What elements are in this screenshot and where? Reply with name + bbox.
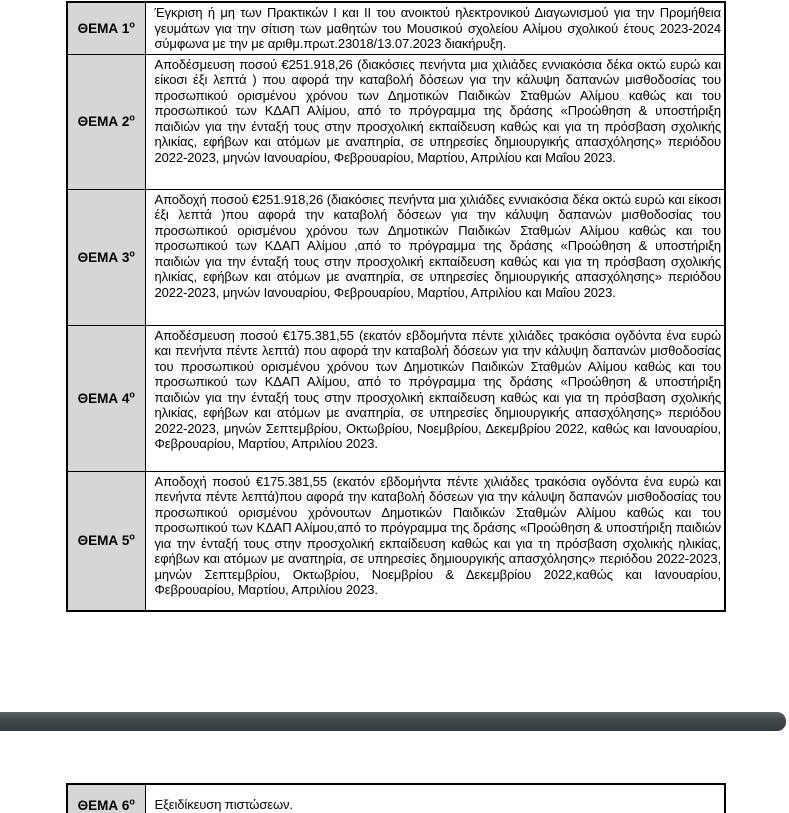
- topic-text-1: Έγκριση ή μη των Πρακτικών Ι και ΙΙ του ανοικτού ηλεκτρονικού Διαγωνισμού για την Προμήθεια γευμάτων για την σίτιση των μαθητών του Μουσικού σχολείου Αλίμου σχολικού έτους 2023-2024 σύμφωνα με την με αριθμ.πρωτ.23018/13.07.2023 διακήρυξη.: [145, 2, 725, 54]
- topic-label-1: [67, 2, 145, 54]
- topic-label-text: ΘΕΜΑ 1: [77, 20, 130, 36]
- topic-row-5: [67, 471, 725, 611]
- topic-text-4: Αποδέσμευση ποσού €175.381,55 (εκατόν εβδομήντα πέντε χιλιάδες τρακόσια ογδόντα ένα ευρώ και πενήντα πέντε λεπτά) που αφορά την καταβολή δόσεων για την κάλυψη δαπανών μισθοδοσίας του προσωπικού ορισμένου χρόνου των Δημοτικών Παιδικών Σταθμών Αλίμου καθώς και του προσωπικού των ΚΔΑΠ Αλίμου, από το πρόγραμμα της δράσης «Προώθηση & υποστήριξη παιδιών για την ένταξή τους στην προσχολική εκπαίδευση καθώς και για τη πρόσβαση σχολικής ηλικίας, εφήβων και ατόμων με αναπηρία, σε υπηρεσίες δημιουργικής απασχόλησης» περιόδου 2022-2023, μηνών Σεπτεμβρίου, Οκτωβρίου, Νοεμβρίου, Δεκεμβρίου 2022, καθώς και Ιανουαρίου, Φεβρουαρίου, Μαρτίου, Απριλίου 2023.: [145, 325, 725, 471]
- ordinal-suffix: ο: [129, 796, 135, 806]
- ordinal-suffix: ο: [129, 248, 135, 258]
- topic-label-3: [67, 189, 145, 325]
- agenda-topics-table-continued: [66, 783, 726, 813]
- ordinal-suffix: ο: [129, 19, 135, 30]
- topic-label-text: ΘΕΜΑ 6: [77, 797, 130, 813]
- topic-label-text: ΘΕΜΑ 3: [77, 249, 130, 265]
- topic-text-6: Εξειδίκευση πιστώσεων.: [145, 784, 725, 813]
- topic-label-6: [67, 784, 145, 813]
- topic-row-1: [67, 2, 725, 54]
- topic-label-text: ΘΕΜΑ 2: [77, 114, 130, 129]
- agenda-topics-table: [66, 1, 726, 612]
- ordinal-suffix: ο: [129, 112, 135, 123]
- topic-row-4: [67, 325, 725, 471]
- topic-text-3: Αποδοχή ποσού €251.918,26 (διακόσιες πενήντα μια χιλιάδες εννιακόσια δέκα οκτώ ευρώ και είκοσι έξι λεπτά )που αφορά την καταβολή δόσεων για την κάλυψη δαπανών μισθοδοσίας του προσωπικού ορισμένου χρόνου των Δημοτικών Παιδικών Σταθμών Αλίμου καθώς και του προσωπικού των ΚΔΑΠ Αλίμου ,από το πρόγραμμα της δράσης «Προώθηση & υποστήριξη παιδιών για την ένταξή τους στην προσχολική εκπαίδευση καθώς και για τη πρόσβαση σχολικής ηλικίας, εφήβων και ατόμων με αναπηρία, σε υπηρεσίες δημιουργικής απασχόλησης» περιόδου 2022-2023, μηνών Ιανουαρίου, Φεβρουαρίου, Μαρτίου, Απριλίου και Μαΐου 2023.: [145, 189, 725, 325]
- page-break-separator: [0, 712, 786, 731]
- topic-row-6: [67, 784, 725, 813]
- topic-text-5: Αποδοχή ποσού €175.381,55 (εκατόν εβδομήντα πέντε χιλιάδες τρακόσια ογδόντα ένα ευρώ και πενήντα πέντε λεπτά)που αφορά την καταβολή δόσεων για την κάλυψη δαπανών μισθοδοσίας του προσωπικού ορισμένου χρόνουτων Δημοτικών Παιδικών Σταθμών Αλίμου καθώς και του προσωπικού των ΚΔΑΠ Αλίμου,από το πρόγραμμα της δράσης «Προώθηση & υποστήριξη παιδιών για την ένταξή τους στην προσχολική εκπαίδευση καθώς και για τη πρόσβαση σχολικής ηλικίας, εφήβων και ατόμων με αναπηρία, σε υπηρεσίες δημιουργικής απασχόλησης» περιόδου 2022-2023, μηνών Σεπτεμβρίου, Οκτωβρίου, Νοεμβρίου & Δεκεμβρίου 2022,καθώς και Ιανουαρίου, Φεβρουαρίου, Μαρτίου, Απριλίου 2023.: [145, 471, 725, 611]
- topic-row-3: [67, 189, 725, 325]
- ordinal-suffix: ο: [129, 531, 135, 542]
- topic-label-text: ΘΕΜΑ 5: [77, 533, 130, 549]
- topic-label-5: [67, 471, 145, 611]
- topic-label-text: ΘΕΜΑ 4: [77, 390, 130, 406]
- ordinal-suffix: ο: [129, 389, 135, 399]
- topic-text-2: Αποδέσμευση ποσού €251.918,26 (διακόσιες πενήντα μια χιλιάδες εννιακόσια δέκα οκτώ ευρώ και είκοσι έξι λεπτά ) που αφορά την καταβολή δόσεων για την κάλυψη δαπανών μισθοδοσίας του προσωπικού ορισμένου χρόνου των Δημοτικών Παιδικών Σταθμών Αλίμου καθώς και του προσωπικού των ΚΔΑΠ Αλίμου, από το πρόγραμμα της δράσης «Προώθηση & υποστήριξη παιδιών για την ένταξή τους στην προσχολική εκπαίδευση καθώς και για τη πρόσβαση σχολικής ηλικίας, εφήβων και ατόμων με αναπηρία, σε υπηρεσίες δημιουργικής απασχόλησης» περιόδου 2022-2023, μηνών Ιανουαρίου, Φεβρουαρίου, Μαρτίου, Απριλίου και Μαΐου 2023.: [145, 54, 725, 189]
- topic-label-2: [67, 54, 145, 189]
- topic-label-4: [67, 325, 145, 471]
- topic-row-2: [67, 54, 725, 189]
